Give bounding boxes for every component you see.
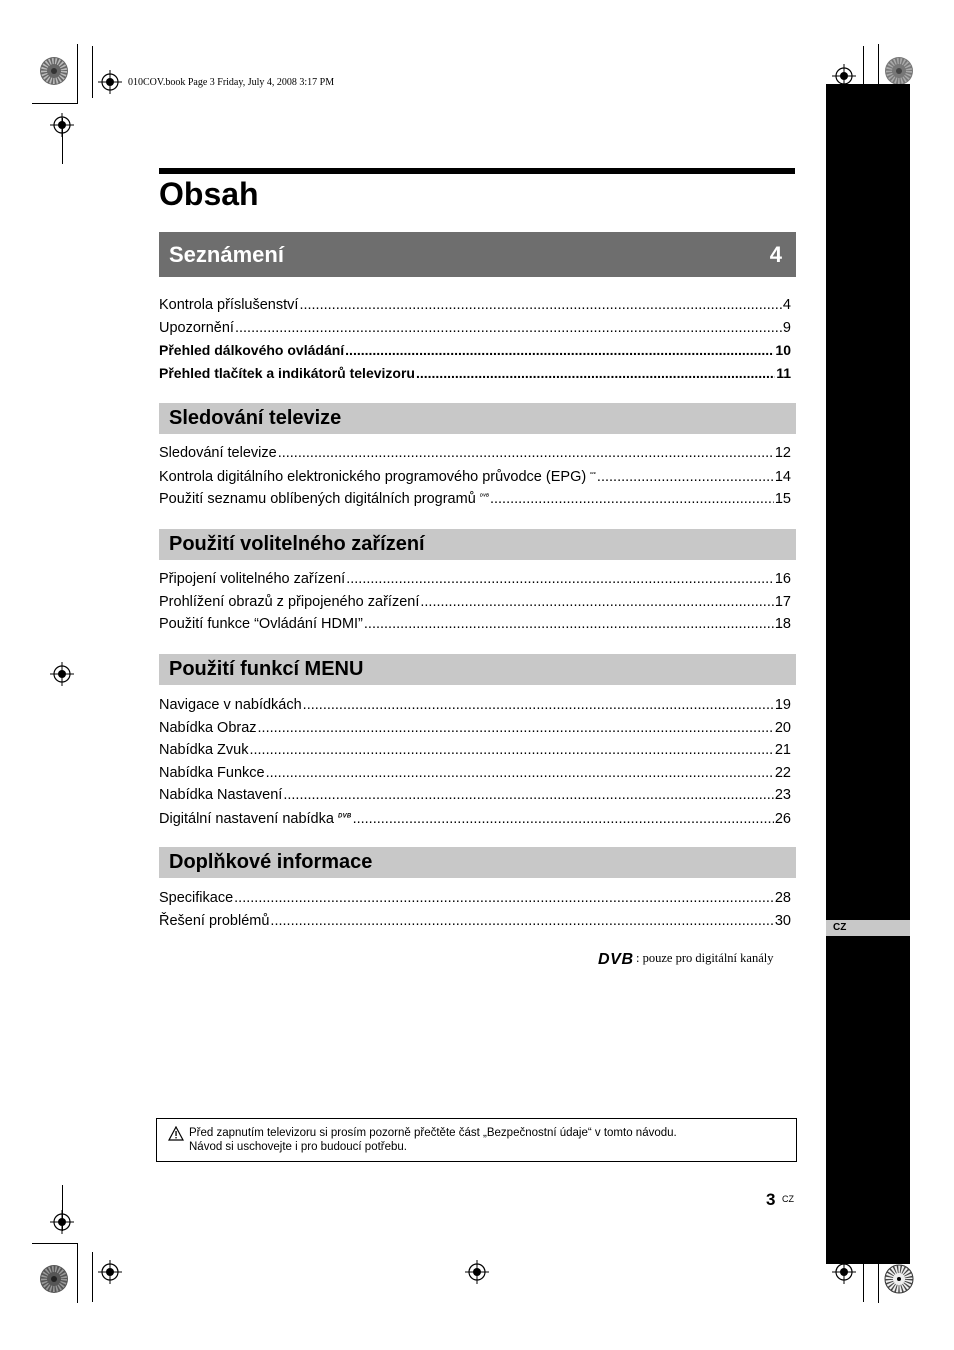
toc-entry-label: Přehled tlačítek a indikátorů televizoru (159, 364, 415, 381)
side-tab-language: CZ (826, 920, 910, 936)
section-title: Použití funkcí MENU (169, 658, 364, 680)
toc-entry-label: Nabídka Funkce (159, 764, 265, 781)
safety-notice (156, 1118, 797, 1162)
toc-entry[interactable] (159, 362, 791, 385)
toc-entry-label: Řešení problémů (159, 912, 270, 929)
toc-entry[interactable] (159, 784, 791, 807)
dvb-icon (590, 465, 596, 481)
page-number: 3 (766, 1190, 776, 1209)
toc-leader (416, 362, 775, 385)
toc-entry-page: 30 (774, 912, 791, 929)
toc-entry-page: 26 (774, 810, 791, 827)
toc-entry-label: Kontrola digitálního elektronického programového průvodce (EPG) (159, 468, 587, 485)
toc-entry-label: Navigace v nabídkách (159, 697, 302, 713)
toc-entry-page: 20 (774, 719, 791, 736)
toc-leader (278, 442, 774, 465)
toc-entry[interactable] (159, 442, 791, 465)
section-title: Seznámení (169, 242, 284, 267)
toc-entry-page: 11 (776, 364, 791, 381)
toc-entry[interactable] (159, 568, 791, 591)
toc-entry-page: 19 (774, 697, 791, 713)
registration-mark-icon (98, 70, 122, 94)
registration-mark-icon (98, 1260, 122, 1284)
toc-list-pouziti-volitelneho-zarizeni (159, 568, 791, 636)
toc-entry-label: Specifikace (159, 890, 234, 906)
registration-mark-icon (50, 662, 74, 686)
notice-line-1: Před zapnutím televizoru si prosím pozorně přečtěte část „Bezpečnostní údaje“ v tomto návodu. (189, 1127, 677, 1139)
toc-entry-page: 4 (782, 297, 791, 313)
toc-leader (249, 739, 773, 762)
toc-leader (258, 717, 774, 740)
toc-entry-page: 12 (774, 445, 791, 461)
notice-line-2: Návod si uschovejte i pro budoucí potřebu. (189, 1141, 407, 1153)
toc-entry-label: Připojení volitelného zařízení (159, 571, 346, 587)
toc-list-seznameni (159, 294, 791, 384)
toc-entry-label: Použití funkce “Ovládání HDMI” (159, 616, 363, 633)
toc-entry[interactable] (159, 465, 791, 488)
page-number-suffix: CZ (782, 1194, 794, 1204)
svg-text:DVB: DVB (479, 492, 489, 498)
svg-text:DVB: DVB (590, 471, 596, 475)
warning-icon (168, 1126, 184, 1141)
toc-entry[interactable] (159, 694, 791, 717)
toc-entry-label: Nabídka Obraz (159, 719, 257, 736)
toc-entry[interactable] (159, 807, 791, 830)
toc-entry-page: 16 (774, 571, 791, 587)
toc-entry-page: 9 (782, 319, 791, 336)
toc-leader (346, 568, 774, 591)
toc-leader (235, 317, 782, 340)
dvb-icon (598, 950, 634, 966)
section-header-sledovani-televize (159, 403, 796, 434)
toc-leader (490, 488, 774, 511)
toc-entry-label: Sledování televize (159, 445, 277, 461)
section-title: Sledování televize (169, 407, 342, 429)
toc-leader (234, 887, 774, 910)
toc-entry[interactable] (159, 339, 791, 362)
toc-leader (283, 784, 774, 807)
toc-entry[interactable] (159, 717, 791, 740)
section-header-pouziti-funkci-menu (159, 654, 796, 685)
toc-entry-label: Přehled dálkového ovládání (159, 342, 345, 359)
toc-entry-page: 23 (774, 787, 791, 804)
toc-entry-label: Upozornění (159, 319, 234, 336)
section-header-pouziti-volitelneho-zarizeni (159, 529, 796, 560)
dvb-icon (338, 807, 352, 823)
section-title: Použití volitelného zařízení (169, 533, 425, 555)
toc-list-sledovani-televize (159, 442, 791, 510)
toc-leader (597, 466, 774, 489)
dvb-legend (598, 950, 773, 966)
toc-entry-label: Kontrola příslušenství (159, 297, 299, 313)
toc-leader (345, 339, 774, 362)
toc-entry[interactable] (159, 294, 791, 317)
toc-entry-page: 22 (774, 764, 791, 781)
toc-entry-page: 14 (774, 468, 791, 485)
toc-leader (420, 591, 774, 614)
toc-entry-page: 21 (774, 742, 791, 759)
toc-leader (364, 613, 774, 636)
toc-entry[interactable] (159, 739, 791, 762)
section-title: Doplňkové informace (169, 851, 373, 873)
svg-text:DVB: DVB (337, 813, 352, 820)
svg-text:DVB: DVB (598, 951, 633, 966)
toc-entry-label: Prohlížení obrazů z připojeného zařízení (159, 593, 420, 610)
page-title: Obsah (159, 176, 259, 212)
toc-leader (270, 910, 773, 933)
registration-mark-icon (50, 113, 74, 137)
color-bar-icon (39, 56, 69, 86)
toc-entry-page: 18 (774, 616, 791, 633)
toc-leader (266, 762, 774, 785)
toc-leader (353, 808, 774, 831)
toc-entry[interactable] (159, 762, 791, 785)
registration-mark-icon (50, 1210, 74, 1234)
toc-entry[interactable] (159, 317, 791, 340)
toc-entry-label: Nabídka Nastavení (159, 787, 283, 804)
toc-leader (303, 694, 774, 717)
toc-entry-page: 10 (775, 342, 791, 359)
toc-entry-page: 15 (774, 491, 791, 508)
file-header: 010COV.book Page 3 Friday, July 4, 2008 3:17 PM (128, 77, 335, 88)
section-header-doplnkove-informace (159, 847, 796, 878)
toc-list-doplnkove-informace (159, 887, 791, 932)
section-header-seznameni (159, 232, 796, 277)
toc-entry[interactable] (159, 487, 791, 510)
toc-entry-label: Digitální nastavení nabídka (159, 810, 334, 827)
toc-entry-label: Nabídka Zvuk (159, 742, 249, 759)
toc-entry-label: Použití seznamu oblíbených digitálních programů (159, 491, 476, 508)
toc-list-pouziti-funkci-menu (159, 694, 791, 830)
toc-entry-page: 28 (774, 890, 791, 906)
color-bar-icon (884, 56, 914, 86)
color-bar-icon (884, 1264, 914, 1294)
registration-mark-icon (465, 1260, 489, 1284)
toc-leader (299, 294, 781, 317)
title-rule (159, 168, 795, 174)
color-bar-icon (39, 1264, 69, 1294)
toc-entry[interactable] (159, 887, 791, 910)
dvb-icon (480, 487, 489, 503)
section-page-number: 4 (769, 242, 782, 267)
toc-entry[interactable] (159, 591, 791, 614)
toc-entry[interactable] (159, 910, 791, 933)
toc-entry-page: 17 (774, 593, 791, 610)
side-tab (826, 84, 910, 1264)
toc-entry[interactable] (159, 613, 791, 636)
dvb-legend-text: : pouze pro digitální kanály (636, 951, 774, 965)
